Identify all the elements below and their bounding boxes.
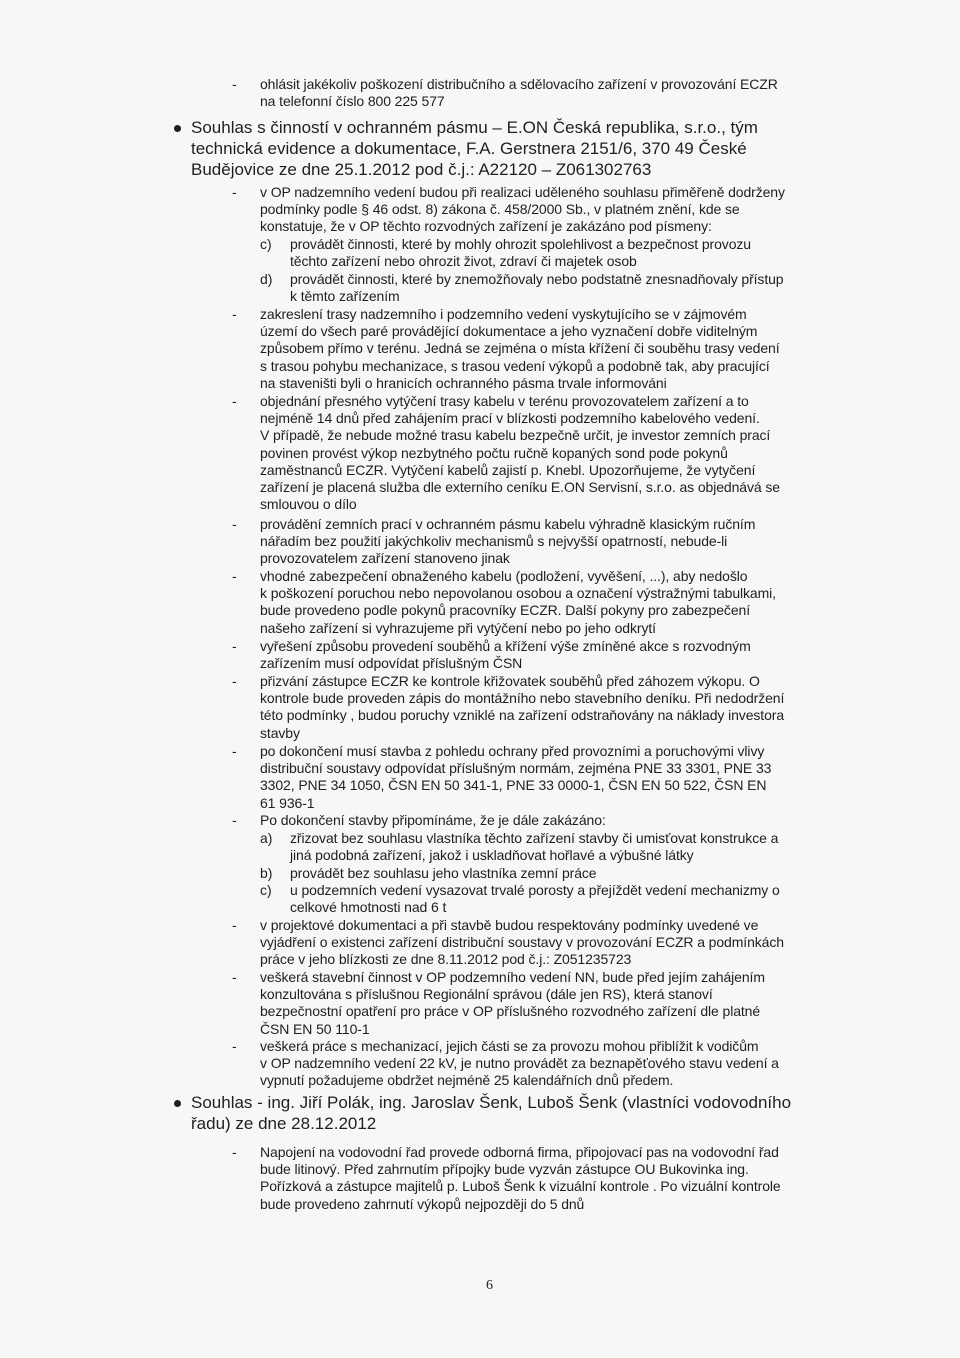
dash-marker: -: [232, 969, 237, 985]
sublist-item-d: provádět činnosti, které by znemožňovaly nebo podstatně znesnadňovaly přístup k těmto zařízením: [290, 271, 784, 305]
sublist-item-c: provádět činnosti, které by mohly ohrozit spolehlivost a bezpečnost provozu těchto zařízení nebo ohrozit život, zdraví či majetek osob: [290, 236, 751, 270]
sublist-label: d): [260, 271, 273, 287]
sublist-label: c): [260, 236, 272, 252]
list-item-construction-nn: veškerá stavební činnost v OP podzemního vedení NN, bude před jejím zahájením konzultována s příslušnou Regionální správou (dále jen RS), která stanoví bezpečnostní opatření pro práce v OP příslušného rozvodného zařízení dle platné ČSN EN 50 110-1: [260, 969, 765, 1037]
list-item-earthworks: provádění zemních prací v ochranném pásmu kabelu výhradně klasickým ručním nářadím bez použití jakýchkoliv mechanismů s nejvyšší opatrností, nebude-li provozovatelem zařízení stanoveno jinak: [260, 516, 756, 567]
dash-marker: -: [232, 306, 237, 322]
list-item-crossings: vyřešení způsobu provedení souběhů a křížení výše zmíněné akce s rozvodným zařízením musí odpovídat příslušným ČSN: [260, 638, 751, 672]
sublist-item-b: provádět bez souhlasu jeho vlastníka zemní práce: [290, 865, 597, 881]
dash-marker: -: [232, 516, 237, 532]
consent-water-section: Souhlas - ing. Jiří Polák, ing. Jaroslav Šenk, Luboš Šenk (vlastníci vodovodního řadu) ze dne 28.12.2012: [191, 1093, 792, 1133]
page-number: 6: [486, 1278, 493, 1293]
list-item-prohibitions: Po dokončení stavby připomínáme, že je dále zakázáno:: [260, 812, 606, 828]
sublist-label: c): [260, 882, 272, 898]
sublist-label: b): [260, 865, 273, 881]
dash-marker: -: [232, 393, 237, 409]
dash-marker: -: [232, 917, 237, 933]
bullet-marker: [174, 1100, 181, 1107]
consent-eon-section: Souhlas s činností v ochranném pásmu – E.ON Česká republika, s.r.o., tým technická evidence a dokumentace, F.A. Gerstnera 2151/6, 370 49 České Budějovice ze dne 25.1.2012 pod č.j.: A22120 – Z061302763: [191, 118, 758, 179]
dash-marker: -: [232, 812, 237, 828]
list-item-water-connection: Napojení na vodovodní řad provede odborná firma, připojovací pas na vodovodní řad bude litinový. Před zahrnutím přípojky bude vyzván zástupce OU Bukovinka ing. Pořízková a zástupce majitelů p. Luboš Šenk k vizuální kontrole . Po vizuální kontrole bude provedeno zahrnutí výkopů nejpozději do 5 dnů: [260, 1144, 781, 1212]
sublist-item-a: zřizovat bez souhlasu vlastníka těchto zařízení stavby či umisťovat konstrukce a jiná podobná zařízení, jakož i uskladňovat hořlavé a výbušné látky: [290, 830, 779, 864]
dash-marker: -: [232, 1144, 237, 1160]
list-item-route-marking: zakreslení trasy nadzemního i podzemního vedení vyskytujícího se v zájmovém území do všech paré provádějící dokumentace a jeho vyznačení dobře viditelným způsobem přímo v terénu. Jedná se zejména o místa křížení či souběhu trasy vedení s trasou pohybu mechanizace, s trasou vedení výkopů a podobně tak, aby pracující na staveništi byli o hranicích ochranného pásma trvale informováni: [260, 306, 780, 391]
dash-marker: -: [232, 568, 237, 584]
list-item-mechanization: veškerá práce s mechanizací, jejich části se za provozu mohou přiblížit k vodičům v OP nadzemního vedení 22 kV, je nutno provádět za beznapěťového stavu vedení a vypnutí požadujeme obdržet nejméně 25 kalendářních dnů předem.: [260, 1038, 779, 1089]
sublist-item-c2: u podzemních vedení vysazovat trvalé porosty a přejíždět vedení mechanizmy o celkové hmotnosti nad 6 t: [290, 882, 780, 916]
dash-marker: -: [232, 1038, 237, 1054]
list-item-cable-staking: objednání přesného vytýčení trasy kabelu v terénu provozovatelem zařízení a to nejméně 14 dnů před zahájením prací v blízkosti podzemního kabelového vedení. V případě, že nebude možné trasu kabelu bezpečně určit, je investor zemních prací povinen provést výkop nezbytného počtu ručně kopaných sond pode pokynů zaměstnanců ECZR. Vytýčení kabelů zajistí p. Knebl. Upozorňujeme, že vytyčení zařízení je placená služba dle externího ceníku E.ON Servisní, s.r.o. as objednává se smlouvou o dílo: [260, 393, 780, 513]
list-item-project-docs: v projektové dokumentaci a při stavbě budou respektovány podmínky uvedené ve vyjádření o existenci zařízení distribuční soustavy v provozování ECZR a podmínkách práce v jeho blízkosti ze dne 8.11.2012 pod č.j.: Z051235723: [260, 917, 784, 968]
list-item-op-conditions: v OP nadzemního vedení budou při realizaci uděleného souhlasu přiměřeně dodrženy podmínky podle § 46 odst. 8) zákona č. 458/2000 Sb., v platném znění, kde se konstatuje, že v OP těchto rozvodných zařízení je zakázáno pod písmeny:: [260, 184, 785, 235]
bullet-marker: [174, 125, 181, 132]
dash-marker: -: [232, 743, 237, 759]
list-item-inspection: přizvání zástupce ECZR ke kontrole křižovatek souběhů před záhozem výkopu. O kontrole bude proveden zápis do montážního nebo stavebního deníku. Při nedodržení této podmínky , budou poruchy vzniklé na zařízení odstraňovány na náklady investora stavby: [260, 673, 785, 741]
dash-marker: -: [232, 76, 237, 92]
sublist-label: a): [260, 830, 273, 846]
dash-marker: -: [232, 184, 237, 200]
dash-marker: -: [232, 673, 237, 689]
list-item-norms: po dokončení musí stavba z pohledu ochrany před provozními a poruchovými vlivy distribuční soustavy odpovídat příslušným normám, zejména PNE 33 3301, PNE 33 3302, PNE 34 1050, ČSN EN 50 341-1, PNE 33 0000-1, ČSN EN 50 522, ČSN EN 61 936-1: [260, 743, 772, 811]
list-item-report-damage: ohlásit jakékoliv poškození distribučního a sdělovacího zařízení v provozování ECZR na telefonní číslo 800 225 577: [260, 76, 778, 110]
list-item-cable-protection: vhodné zabezpečení obnaženého kabelu (podložení, vyvěšení, ...), aby nedošlo k poškození poruchou nebo nepovolanou osobou a označení výstražnými tabulkami, bude provedeno podle pokynů pracovníky ECZR. Další pokyny pro zabezpečení našeho zařízení si vyhrazujeme při vytýčení nebo po jeho odkrytí: [260, 568, 776, 636]
dash-marker: -: [232, 638, 237, 654]
